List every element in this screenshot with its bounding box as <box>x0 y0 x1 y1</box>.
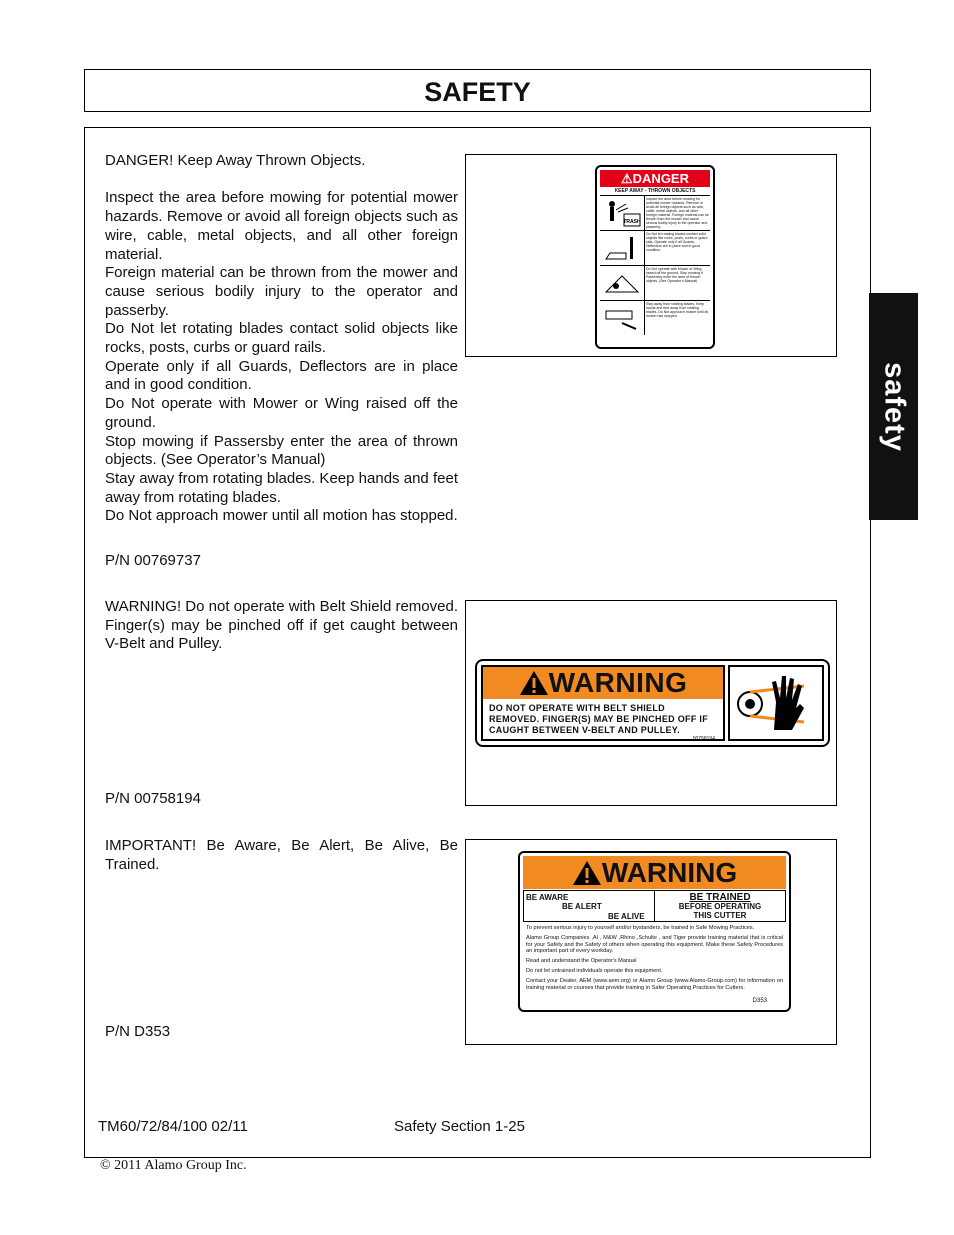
be-aware-panel <box>524 891 655 921</box>
blade-post-icon <box>600 231 645 265</box>
trained-warning-text <box>105 837 458 874</box>
thrown-object-icon <box>600 196 645 230</box>
be-trained-panel <box>655 891 785 921</box>
copyright: © 2011 Alamo Group Inc. <box>100 1158 247 1173</box>
danger-decal-row-text: Inspect the area before mowing for potential mower hazards. Remove or avoid all foreign objects such as wire, cable, metal objects, and all other foreign material. Foreign material can be thrown from the mower and cause serious bodily injury to the operator and passerby. <box>646 197 709 229</box>
paragraph: IMPORTANT! Be Aware, Be Alert, Be Alive, Be Trained. <box>105 837 458 873</box>
decal-paragraph: Read and understand the Operator's Manual <box>526 958 637 964</box>
be-trained-label: BE TRAINED <box>689 892 751 903</box>
svg-text:TRASH: TRASH <box>623 219 641 225</box>
decal-part-number: D353 <box>752 998 767 1004</box>
warning-word: WARNING <box>548 667 688 698</box>
trained-warning-decal-frame <box>465 839 837 1045</box>
danger-decal-frame <box>465 154 837 357</box>
hand-belt-icon <box>728 665 824 741</box>
danger-decal-row-text: Stay away from rotating blades. Keep hands and feet away from rotating blades. Do Not approach mower until all motion has stopped. <box>646 302 709 318</box>
paragraph: Do Not approach mower until all motion has stopped. <box>105 507 458 525</box>
danger-decal-row-text: Do Not let rotating blades contact solid objects like rocks, posts, curbs or guard rails. Operate only if all Guards, Deflectors are in place and in good condition. <box>646 232 708 252</box>
decal-paragraph: Contact your Dealer, AEM (www.aem.org) or Alamo Group (www.Alamo-Group.com) for information on training material or courses that provide training in Safer Operating Practices for Cutters. <box>526 978 783 991</box>
belt-warning-text <box>105 598 458 654</box>
danger-decal <box>595 165 715 349</box>
be-alert-label: BE ALERT <box>562 902 602 911</box>
paragraph: Operate only if all Guards, Deflectors are in place and in good condition. <box>105 357 458 394</box>
blade-foot-icon <box>600 301 645 335</box>
trained-warning-body <box>523 922 786 991</box>
footer-model: TM60/72/84/100 02/11 <box>98 1118 248 1135</box>
raised-wing-icon <box>600 266 645 300</box>
paragraph: Stay away from rotating blades. Keep hands and feet away from rotating blades. <box>105 469 458 506</box>
decal-paragraph: Do not let untrained individuals operate this equipment. <box>526 968 663 974</box>
warning-triangle-icon: ⚠ <box>621 171 633 186</box>
danger-decal-row-text: Do Not operate with Mower or Wing raised off the ground. Stop mowing if Passersby enter the area of thrown objects. (See Operator's Manual) <box>646 267 703 283</box>
warning-triangle-icon <box>519 670 549 696</box>
danger-decal-row <box>600 196 710 231</box>
trained-warning-header <box>523 856 786 889</box>
part-number: P/N D353 <box>105 1023 171 1040</box>
warning-triangle-icon <box>572 860 602 886</box>
part-number: P/N 00769737 <box>105 552 201 569</box>
side-tab-label: safety <box>878 361 910 452</box>
belt-warning-message: DO NOT OPERATE WITH BELT SHIELD REMOVED. FINGER(S) MAY BE PINCHED OFF IF CAUGHT BETWEEN V-BELT AND PULLEY. <box>489 703 709 735</box>
danger-section-text <box>105 152 458 526</box>
paragraph: Stop mowing if Passersby enter the area of thrown objects. (See Operator’s Manual) <box>105 432 458 469</box>
warning-word: WARNING <box>601 856 738 888</box>
paragraph: Inspect the area before mowing for potential mower hazards. Remove or avoid all foreign objects such as wire, cable, metal objects, and all other foreign material. <box>105 189 458 263</box>
part-number: P/N 00758194 <box>105 790 201 807</box>
this-cutter-label: THIS CUTTER <box>693 911 747 920</box>
paragraph: WARNING! Do not operate with Belt Shield removed. Finger(s) may be pinched off if get caught between V-Belt and Pulley. <box>105 598 458 653</box>
belt-warning-decal <box>475 659 830 747</box>
danger-decal-header: ⚠DANGER <box>600 170 710 187</box>
be-aware-label: BE AWARE <box>526 893 569 902</box>
trained-warning-decal <box>518 851 791 1012</box>
side-tab <box>869 293 918 520</box>
belt-warning-panel <box>481 665 725 741</box>
danger-decal-row <box>600 301 710 335</box>
before-operating-label: BEFORE OPERATING <box>678 902 762 911</box>
danger-decal-row <box>600 266 710 301</box>
danger-heading: DANGER! Keep Away Thrown Objects. <box>105 152 366 169</box>
trained-warning-slogans <box>523 890 786 922</box>
decal-paragraph: To prevent serious injury to yourself and/or bystanders, be trained in Safe Mowing Practices. <box>526 925 755 931</box>
decal-paragraph: Alamo Group Companies ,Al , M&W ,Rhino ,Schulte , and Tiger provide training material that is critical for your Safety and the Safety of others when operating this equipment. Make these Safety Procedures an important part of every workday. <box>526 935 783 954</box>
danger-decal-row <box>600 231 710 266</box>
danger-decal-subheader: KEEP AWAY - THROWN OBJECTS <box>600 187 710 196</box>
decal-part-number: 00758194 <box>692 736 715 742</box>
belt-warning-decal-frame <box>465 600 837 806</box>
footer-section: Safety Section 1-25 <box>394 1118 525 1135</box>
paragraph: Foreign material can be thrown from the mower and cause serious bodily injury to the operator and passerby. <box>105 264 458 319</box>
page-title: SAFETY <box>84 69 871 112</box>
belt-warning-header <box>483 667 723 699</box>
paragraph: Do Not operate with Mower or Wing raised off the ground. <box>105 395 458 431</box>
paragraph: Do Not let rotating blades contact solid objects like rocks, posts, curbs or guard rails. <box>105 320 458 357</box>
be-alive-label: BE ALIVE <box>608 912 645 921</box>
